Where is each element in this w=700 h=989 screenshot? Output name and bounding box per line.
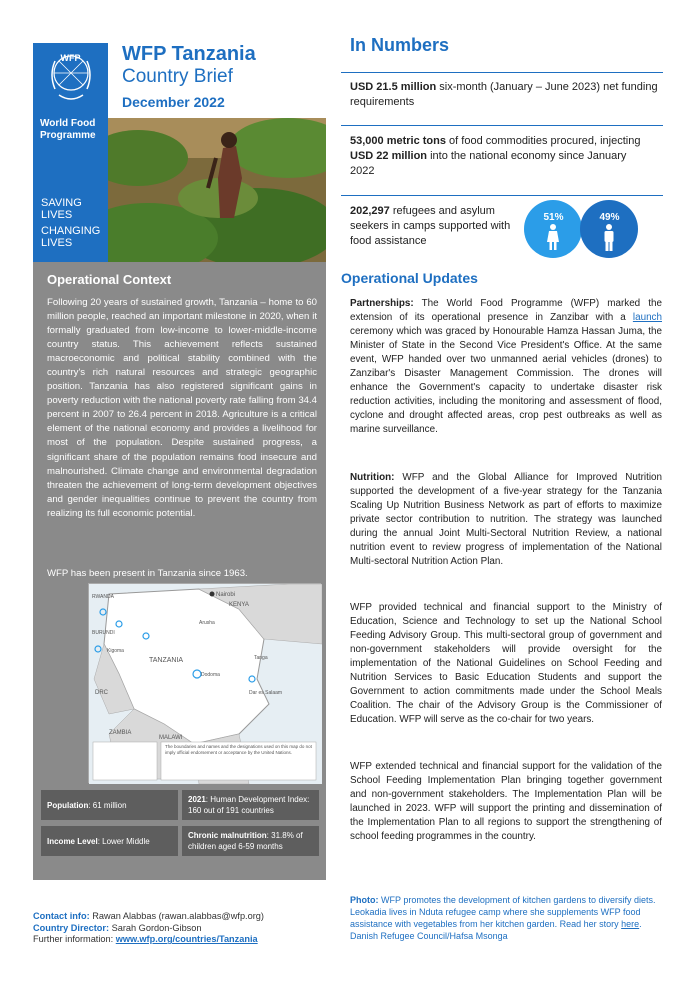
launch-link[interactable]: launch bbox=[632, 312, 662, 324]
number-funding bbox=[350, 80, 662, 110]
garden-photo bbox=[108, 118, 326, 262]
map-disclaimer: The boundaries and names and the designations used on this map do not imply official endorsement or acceptance by the United Nations. bbox=[165, 744, 312, 755]
nutrition-label: Nutrition: bbox=[350, 472, 395, 483]
tagline-lives-2: LIVES bbox=[41, 237, 73, 249]
tanzania-map-art bbox=[89, 584, 322, 784]
contact-info-label: Contact info: bbox=[33, 911, 90, 921]
caption-text-1: WFP promotes the development of kitchen gardens to diversify diets. Leokadia lives in Nduta refugee camp where she supplements WFP food assistance with vegetables from her kitchen garden. Read her story bbox=[350, 895, 656, 930]
story-link[interactable]: here bbox=[621, 919, 640, 930]
stat-malnutrition bbox=[182, 826, 319, 856]
number-food-text: of food commodities procured, injecting bbox=[446, 135, 641, 147]
number-funding-value: USD 21.5 million bbox=[350, 81, 437, 93]
paragraph-nutrition bbox=[350, 471, 662, 569]
wfp-logo bbox=[33, 43, 108, 193]
paragraph-partnerships bbox=[350, 297, 662, 437]
female-percentage: 51% bbox=[543, 212, 564, 223]
contact-info bbox=[33, 911, 333, 923]
stat-hdi-value: : Human Development Index: 160 out of 191 countries bbox=[188, 795, 310, 815]
paragraph-school-feeding-plan: WFP extended technical and financial support for the validation of the School Feeding Implementation Plan bringing together government and non-government stakeholders. The Implementation Plan will be launched in 2023. WFP will support the printing and dissemination of the Implementation Plan to all regions to support the strengthening of school feeding programmes in the country. bbox=[350, 761, 662, 843]
stat-malnutrition-value: : 31.8% of children aged 6-59 months bbox=[188, 831, 303, 851]
map-label: DRC bbox=[95, 690, 108, 696]
divider bbox=[341, 125, 663, 126]
country-director bbox=[33, 923, 333, 935]
number-food-usd: USD 22 million bbox=[350, 150, 428, 162]
stat-malnutrition-label: Chronic malnutrition bbox=[188, 831, 267, 840]
logo-name-line1: World Food bbox=[40, 118, 96, 129]
stat-population bbox=[41, 790, 178, 820]
map-label: BURUNDI bbox=[92, 630, 115, 636]
wfp-website-link[interactable]: www.wfp.org/countries/Tanzania bbox=[115, 934, 258, 945]
number-food-text-2: into the national economy since January 2022 bbox=[350, 150, 627, 177]
divider bbox=[341, 72, 663, 73]
logo-name-line2: Programme bbox=[40, 130, 96, 141]
contact-info-value: Rawan Alabbas (rawan.alabbas@wfp.org) bbox=[89, 911, 264, 921]
divider bbox=[341, 195, 663, 196]
map-label: Dodoma bbox=[201, 672, 220, 678]
tagline-saving-lives bbox=[41, 197, 100, 221]
stat-hdi-label: 2021 bbox=[188, 795, 206, 804]
map-label: KENYA bbox=[229, 602, 249, 608]
stat-population-value: : 61 million bbox=[88, 800, 127, 810]
further-info-label: Further information: bbox=[33, 934, 116, 945]
number-food-procured bbox=[350, 134, 650, 179]
map-label: Nairobi bbox=[216, 592, 236, 598]
stat-hdi bbox=[182, 790, 319, 820]
number-funding-text: six-month (January – June 2023) net funding requirements bbox=[350, 81, 658, 108]
stat-population-text bbox=[47, 800, 172, 811]
map-label: ZAMBIA bbox=[109, 730, 132, 736]
tagline-panel bbox=[33, 193, 108, 262]
partnerships-text-1: The World Food Programme (WFP) marked the extension of its operational presence in Zanzibar with a bbox=[350, 298, 662, 324]
map-label: Arusha bbox=[199, 620, 215, 626]
partnerships-text-2: ceremony which was graced by Honourable Hamza Hassan Juma, the Minister of State in the Second Vice President's Office. At the same event, WFP handed over two unmanned aerial vehicles (drones) to Zanzibar's Disaster Management Commission. The drones will enhance the Government's capacity to undertake disaster risk reduction activities, including the monitoring and assessment of flood, cyclone and drought affected areas, crop pest outbreaks as well as marine surveillance. bbox=[350, 326, 662, 436]
map-label: RWANDA bbox=[92, 594, 114, 600]
wfp-presence-note: WFP has been present in Tanzania since 1963. bbox=[47, 568, 248, 579]
page-title: WFP Tanzania bbox=[122, 43, 256, 65]
map-label: Dar es Salaam bbox=[249, 690, 283, 696]
caption-text-2: . Danish Refugee Council/Hafsa Msonga bbox=[350, 919, 642, 942]
tagline-saving: SAVING bbox=[41, 197, 82, 209]
country-director-label: Country Director: bbox=[33, 922, 110, 933]
in-numbers-title: In Numbers bbox=[350, 35, 450, 55]
logo-acronym: WFP bbox=[60, 53, 81, 63]
country-director-value: Sarah Gordon-Gibson bbox=[109, 922, 202, 933]
caption-label: Photo: bbox=[350, 895, 379, 905]
number-refugees-text: refugees and asylum seekers in camps supported with food assistance bbox=[350, 205, 511, 247]
stat-income-text bbox=[47, 836, 172, 847]
operational-context-title: Operational Context bbox=[47, 272, 172, 287]
nutrition-text: WFP and the Global Alliance for Improved Nutrition supported the development of a five-year strategy for the Tanzania Scaling Up Nutrition Business Network as part of efforts to maximize private sector contribution to nutrition. The strategy was launched during the annual Joint Multi-Sectoral Nutrition Review, a national nutrition event to review progress of implementation of the National Multi-sectoral Nutrition Action Plan. bbox=[350, 472, 662, 568]
number-refugees bbox=[350, 204, 522, 249]
stat-population-label: Population bbox=[47, 800, 89, 810]
logo-name bbox=[40, 118, 96, 142]
tagline-lives-1: LIVES bbox=[41, 209, 73, 221]
gender-badges bbox=[524, 200, 640, 260]
tanzania-map bbox=[88, 583, 321, 783]
page-subtitle: Country Brief bbox=[122, 66, 233, 87]
title-block bbox=[122, 43, 332, 110]
garden-photo-art bbox=[108, 118, 326, 262]
map-label: Kigoma bbox=[107, 648, 124, 654]
page-date: December 2022 bbox=[122, 94, 225, 110]
partnerships-label: Partnerships: bbox=[350, 298, 414, 309]
contact-block bbox=[33, 911, 333, 946]
number-food-value: 53,000 metric tons bbox=[350, 135, 446, 147]
photo-caption bbox=[350, 894, 665, 942]
male-percentage: 49% bbox=[599, 212, 620, 223]
stat-hdi-text bbox=[188, 794, 313, 816]
map-label: TANZANIA bbox=[149, 657, 184, 664]
stat-income-label: Income Level bbox=[47, 836, 98, 846]
stat-malnutrition-text bbox=[188, 830, 313, 852]
tagline-changing: CHANGING bbox=[41, 225, 101, 237]
paragraph-school-feeding-group: WFP provided technical and financial support to the Ministry of Education, Science and Technology to set up the National School Feeding Advisory Group. This multi-sectoral group of government and non-government stakeholders will provide oversight for the implementation of the National Guidelines on School Feeding and Nutrition Services to Basic Education Students and support the Government to action commitments made under the School Meals Coalition. The chair of the Advisory Group is the Commissioner of Education. WFP will serve as the co-chair for two years. bbox=[350, 602, 662, 726]
map-label: Tanga bbox=[254, 655, 268, 661]
tagline-changing-lives bbox=[41, 225, 100, 249]
number-refugees-value: 202,297 bbox=[350, 205, 390, 217]
stat-income-value: : Lower Middle bbox=[97, 836, 150, 846]
map-label: MALAWI bbox=[159, 735, 183, 741]
stat-income bbox=[41, 826, 178, 856]
operational-updates-title: Operational Updates bbox=[341, 270, 478, 286]
operational-context-text: Following 20 years of sustained growth, Tanzania – home to 60 million people, reached an important milestone in 2020, when it formally graduated from low-income to lower-middle-income country status. This achievement reflects sustained macroeconomic and political stability combined with the country's rich natural resources and strategic geographic position. Tanzania has also registered significant gains in poverty reduction with the national poverty rate falling from 34.4 percent in 2007 to 26.4 percent in 2018. Agriculture is a critical element of the national economy and provides a livelihood for most of the population. Despite sustained progress, a significant share of the population remains food insecure and malnourished. Climate change and environmental degradation threaten the achievement of long-term development objectives and gender inequalities continue to prevent the country from realizing its full economic potential. bbox=[47, 297, 317, 519]
further-info bbox=[33, 934, 333, 946]
